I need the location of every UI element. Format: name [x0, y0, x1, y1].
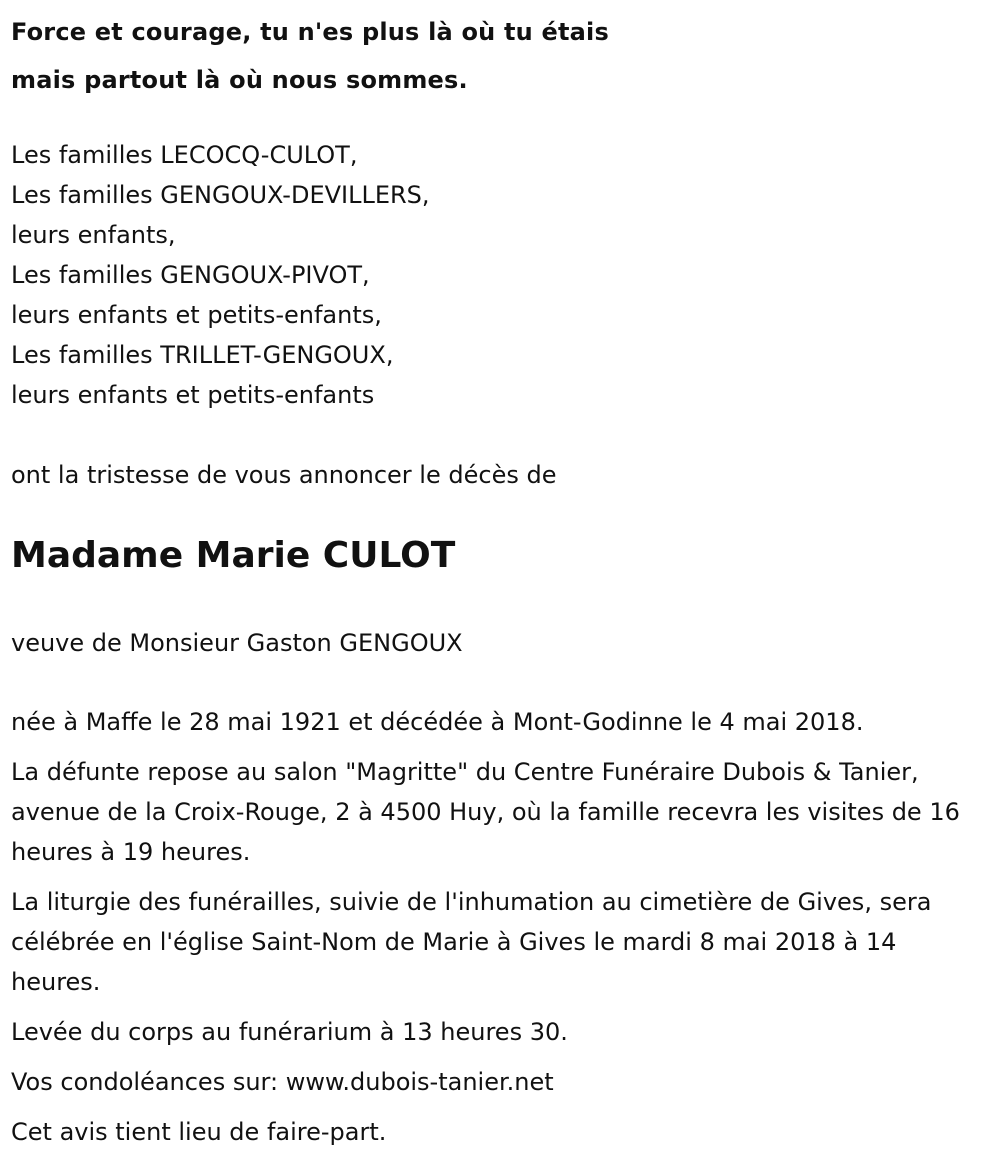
- family-line: Les familles GENGOUX-DEVILLERS,: [11, 181, 430, 209]
- notice-closing: Cet avis tient lieu de faire-part.: [11, 1118, 387, 1146]
- condolences-info: Vos condoléances sur: www.dubois-tanier.net: [11, 1068, 554, 1096]
- family-line: leurs enfants et petits-enfants,: [11, 301, 382, 329]
- announcement: ont la tristesse de vous annoncer le décès de: [11, 461, 557, 489]
- family-line: leurs enfants,: [11, 221, 176, 249]
- family-line: Les familles TRILLET-GENGOUX,: [11, 341, 394, 369]
- family-line: leurs enfants et petits-enfants: [11, 381, 375, 409]
- family-line: Les familles LECOCQ-CULOT,: [11, 141, 358, 169]
- epigraph-line-2: mais partout là où nous sommes.: [11, 66, 468, 94]
- deceased-name: Madame Marie CULOT: [11, 535, 456, 576]
- epigraph: [11, 8, 609, 104]
- birth-death-dates: née à Maffe le 28 mai 1921 et décédée à Mont-Godinne le 4 mai 2018.: [11, 708, 864, 736]
- viewing-info: La défunte repose au salon "Magritte" du Centre Funéraire Dubois & Tanier, avenue de la Croix-Rouge, 2 à 4500 Huy, où la famille recevra les visites de 16 heures à 19 heures.: [11, 758, 960, 866]
- notice-details: [11, 702, 986, 1162]
- family-list: [11, 135, 430, 415]
- family-line: Les familles GENGOUX-PIVOT,: [11, 261, 370, 289]
- funeral-info: La liturgie des funérailles, suivie de l'inhumation au cimetière de Gives, sera célébrée en l'église Saint-Nom de Marie à Gives le mardi 8 mai 2018 à 14 heures.: [11, 888, 932, 996]
- widow-of: veuve de Monsieur Gaston GENGOUX: [11, 629, 463, 657]
- departure-info: Levée du corps au funérarium à 13 heures 30.: [11, 1018, 568, 1046]
- epigraph-line-1: Force et courage, tu n'es plus là où tu étais: [11, 18, 609, 46]
